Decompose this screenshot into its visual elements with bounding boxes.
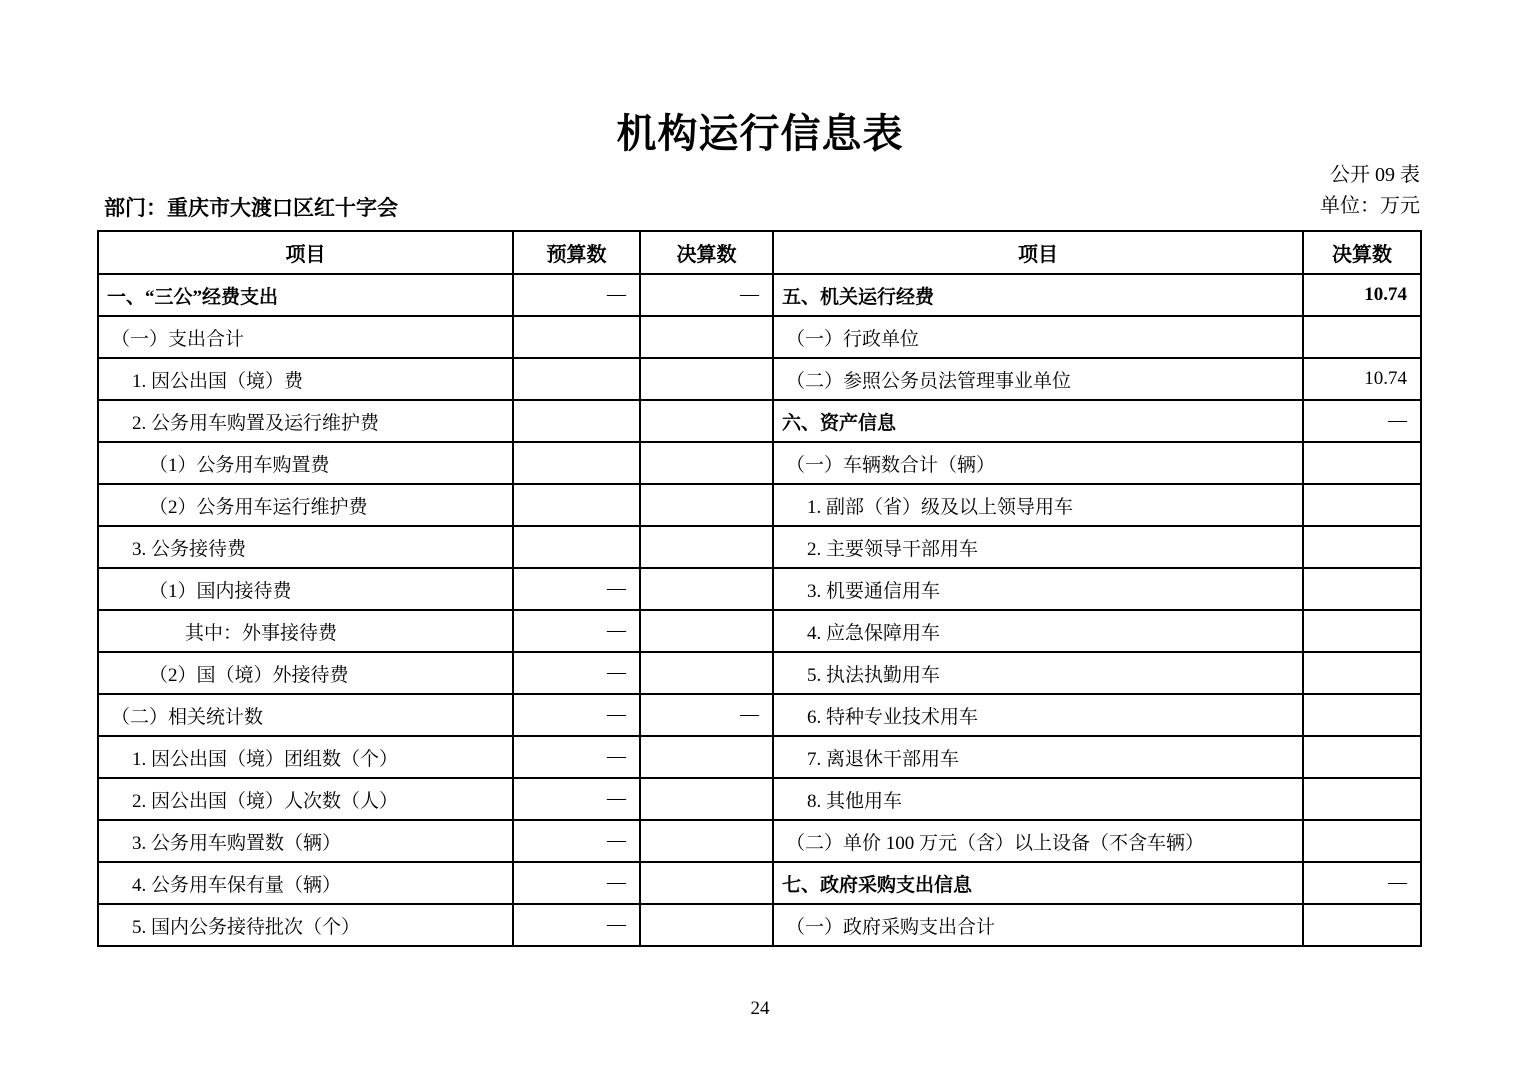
- left-final-cell: [640, 400, 773, 442]
- table-row: [98, 358, 1421, 400]
- header-final-right: 决算数: [1303, 231, 1421, 274]
- left-budget-cell: —: [513, 274, 640, 316]
- right-item-cell: 六、资产信息: [773, 400, 1303, 442]
- table-row: [98, 694, 1421, 736]
- right-final-cell: [1303, 694, 1421, 736]
- right-final-cell: [1303, 736, 1421, 778]
- right-item-cell: 7. 离退休干部用车: [773, 736, 1303, 778]
- table-row: [98, 904, 1421, 946]
- header-item-right: 项目: [773, 231, 1303, 274]
- right-final-cell: —: [1303, 862, 1421, 904]
- right-item-cell: （二）单价 100 万元（含）以上设备（不含车辆）: [773, 820, 1303, 862]
- right-final-cell: [1303, 610, 1421, 652]
- table-number-label: 公开 09 表: [1330, 164, 1420, 186]
- left-item-cell: （二）相关统计数: [98, 694, 513, 736]
- right-item-cell: 5. 执法执勤用车: [773, 652, 1303, 694]
- page-title: 机构运行信息表: [616, 112, 904, 156]
- right-final-cell: [1303, 904, 1421, 946]
- table-row: [98, 652, 1421, 694]
- right-final-cell: [1303, 652, 1421, 694]
- left-budget-cell: —: [513, 610, 640, 652]
- right-final-cell: 10.74: [1303, 358, 1421, 400]
- left-item-cell: 一、“三公”经费支出: [98, 274, 513, 316]
- table-meta: [1320, 160, 1420, 222]
- left-final-cell: [640, 442, 773, 484]
- left-budget-cell: [513, 358, 640, 400]
- table-row: [98, 610, 1421, 652]
- left-final-cell: —: [640, 274, 773, 316]
- right-final-cell: 10.74: [1303, 274, 1421, 316]
- right-final-cell: [1303, 484, 1421, 526]
- table-row: [98, 442, 1421, 484]
- left-final-cell: [640, 610, 773, 652]
- left-final-cell: [640, 316, 773, 358]
- left-final-cell: [640, 736, 773, 778]
- left-final-cell: [640, 652, 773, 694]
- table-row: [98, 736, 1421, 778]
- table-row: [98, 484, 1421, 526]
- table-row: [98, 316, 1421, 358]
- table-row: [98, 274, 1421, 316]
- table-row: [98, 820, 1421, 862]
- left-item-cell: 其中：外事接待费: [98, 610, 513, 652]
- right-item-cell: 七、政府采购支出信息: [773, 862, 1303, 904]
- left-final-cell: [640, 484, 773, 526]
- header-item-left: 项目: [98, 231, 513, 274]
- left-budget-cell: [513, 526, 640, 568]
- left-item-cell: （1）公务用车购置费: [98, 442, 513, 484]
- left-item-cell: 2. 因公出国（境）人次数（人）: [98, 778, 513, 820]
- right-final-cell: [1303, 316, 1421, 358]
- left-item-cell: （1）国内接待费: [98, 568, 513, 610]
- header-final-left: 决算数: [640, 231, 773, 274]
- left-budget-cell: [513, 484, 640, 526]
- left-budget-cell: —: [513, 652, 640, 694]
- right-item-cell: 3. 机要通信用车: [773, 568, 1303, 610]
- table-row: [98, 862, 1421, 904]
- table-row: [98, 526, 1421, 568]
- right-item-cell: 4. 应急保障用车: [773, 610, 1303, 652]
- left-final-cell: —: [640, 694, 773, 736]
- left-budget-cell: [513, 316, 640, 358]
- left-budget-cell: —: [513, 862, 640, 904]
- right-final-cell: [1303, 526, 1421, 568]
- right-final-cell: [1303, 442, 1421, 484]
- left-budget-cell: —: [513, 778, 640, 820]
- right-item-cell: （一）行政单位: [773, 316, 1303, 358]
- table-row: [98, 568, 1421, 610]
- left-item-cell: 1. 因公出国（境）团组数（个）: [98, 736, 513, 778]
- unit-label: 单位：万元: [1320, 195, 1420, 217]
- left-budget-cell: —: [513, 568, 640, 610]
- left-final-cell: [640, 526, 773, 568]
- left-budget-cell: [513, 400, 640, 442]
- left-item-cell: 2. 公务用车购置及运行维护费: [98, 400, 513, 442]
- left-item-cell: 3. 公务接待费: [98, 526, 513, 568]
- left-item-cell: （2）国（境）外接待费: [98, 652, 513, 694]
- left-budget-cell: —: [513, 904, 640, 946]
- table-row: [98, 400, 1421, 442]
- page-number: 24: [750, 998, 770, 1019]
- right-item-cell: 2. 主要领导干部用车: [773, 526, 1303, 568]
- right-final-cell: [1303, 778, 1421, 820]
- left-item-cell: 4. 公务用车保有量（辆）: [98, 862, 513, 904]
- left-final-cell: [640, 778, 773, 820]
- left-item-cell: （2）公务用车运行维护费: [98, 484, 513, 526]
- right-item-cell: 6. 特种专业技术用车: [773, 694, 1303, 736]
- table-row: [98, 778, 1421, 820]
- left-budget-cell: —: [513, 820, 640, 862]
- left-item-cell: （一）支出合计: [98, 316, 513, 358]
- operation-info-table: [97, 230, 1422, 947]
- left-final-cell: [640, 820, 773, 862]
- right-item-cell: 五、机关运行经费: [773, 274, 1303, 316]
- left-item-cell: 3. 公务用车购置数（辆）: [98, 820, 513, 862]
- left-budget-cell: —: [513, 694, 640, 736]
- left-final-cell: [640, 568, 773, 610]
- right-item-cell: （二）参照公务员法管理事业单位: [773, 358, 1303, 400]
- left-final-cell: [640, 358, 773, 400]
- left-budget-cell: —: [513, 736, 640, 778]
- right-final-cell: [1303, 568, 1421, 610]
- left-final-cell: [640, 904, 773, 946]
- left-item-cell: 5. 国内公务接待批次（个）: [98, 904, 513, 946]
- right-item-cell: 1. 副部（省）级及以上领导用车: [773, 484, 1303, 526]
- left-item-cell: 1. 因公出国（境）费: [98, 358, 513, 400]
- right-item-cell: 8. 其他用车: [773, 778, 1303, 820]
- right-item-cell: （一）政府采购支出合计: [773, 904, 1303, 946]
- right-item-cell: （一）车辆数合计（辆）: [773, 442, 1303, 484]
- table-header-row: [98, 231, 1421, 274]
- left-final-cell: [640, 862, 773, 904]
- header-budget-left: 预算数: [513, 231, 640, 274]
- right-final-cell: [1303, 820, 1421, 862]
- left-budget-cell: [513, 442, 640, 484]
- department-label: 部门：重庆市大渡口区红十字会: [104, 196, 398, 220]
- right-final-cell: —: [1303, 400, 1421, 442]
